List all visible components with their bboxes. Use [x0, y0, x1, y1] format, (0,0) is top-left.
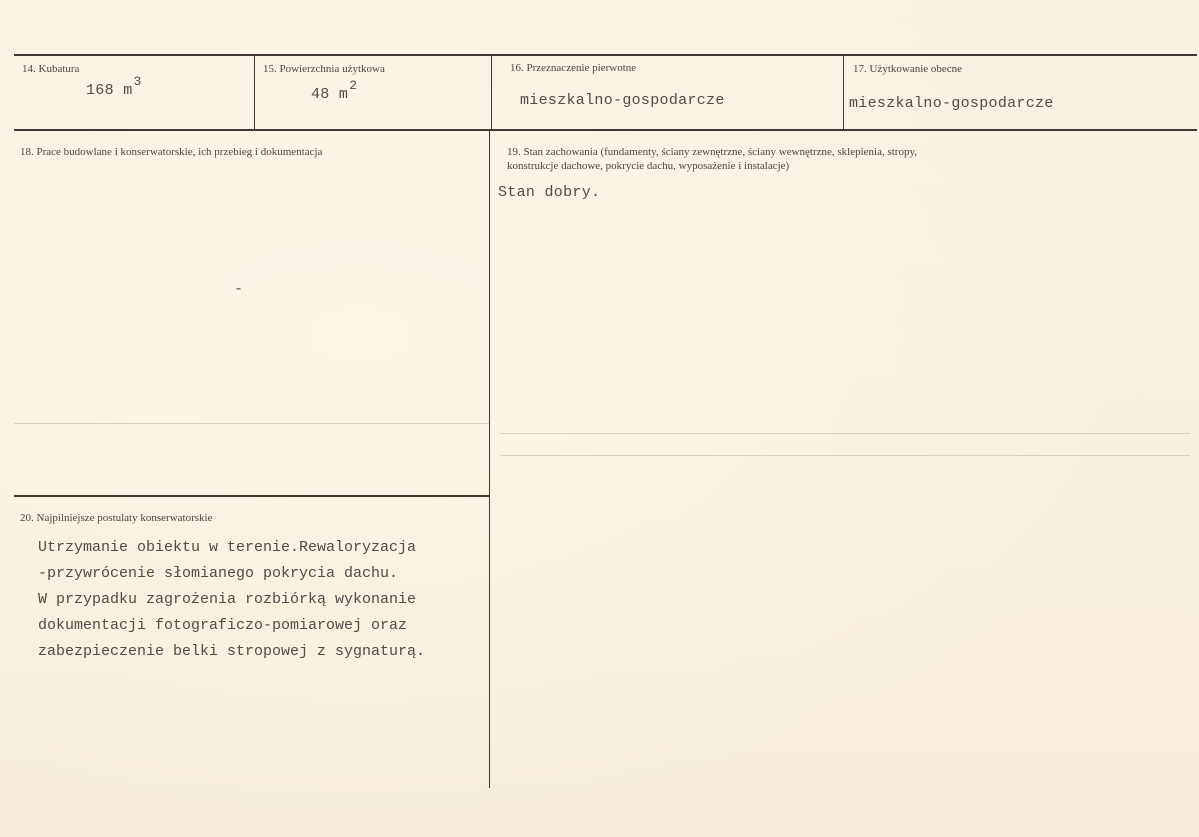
- postulaty-label: 20. Najpilniejsze postulaty konserwatorskie: [20, 512, 213, 524]
- powierzchnia-value-text: 48 m: [311, 86, 349, 103]
- stan-value: Stan dobry.: [498, 184, 601, 201]
- postulaty-line: dokumentacji fotograficzo-pomiarowej oraz: [38, 617, 408, 634]
- przeznaczenie-label: 16. Przeznaczenie pierwotne: [510, 62, 637, 74]
- divider-15-16: [491, 55, 492, 130]
- postulaty-line: zabezpieczenie belki stropowej z sygnaturą.: [38, 643, 426, 660]
- powierzchnia-label: 15. Powierzchnia użytkowa: [263, 63, 385, 75]
- uzytkowanie-label: 17. Użytkowanie obecne: [853, 63, 963, 75]
- fold-line: [14, 423, 489, 424]
- kubatura-value: [86, 74, 142, 99]
- postulaty-line: Utrzymanie obiektu w terenie.Rewaloryzacja: [38, 539, 417, 556]
- postulaty-text: [38, 535, 425, 665]
- stan-label-line1: 19. Stan zachowania (fundamenty, ściany zewnętrzne, ściany wewnętrzne, sklepienia, stropy,: [507, 146, 918, 158]
- divider-14-15: [254, 55, 255, 130]
- divider-18-19: [489, 130, 490, 788]
- postulaty-line: W przypadku zagrożenia rozbiórką wykonanie: [38, 591, 417, 608]
- powierzchnia-value: [311, 78, 358, 103]
- kubatura-label: 14. Kubatura: [22, 63, 80, 75]
- kubatura-exponent: 3: [133, 74, 142, 89]
- uzytkowanie-value: mieszkalno-gospodarcze: [849, 95, 1054, 112]
- divider-16-17: [843, 55, 844, 130]
- kubatura-value-text: 168 m: [86, 82, 133, 99]
- prace-value: -: [234, 281, 244, 298]
- top-border: [14, 54, 1197, 56]
- stan-label-line2: konstrukcje dachowe, pokrycie dachu, wyposażenie i instalacje): [507, 160, 790, 172]
- przeznaczenie-value: mieszkalno-gospodarcze: [520, 92, 725, 109]
- section-20-top-border: [14, 495, 490, 497]
- postulaty-line: -przywrócenie słomianego pokrycia dachu.: [38, 565, 399, 582]
- powierzchnia-exponent: 2: [349, 78, 358, 93]
- fold-line: [500, 433, 1190, 434]
- row1-bottom-border: [14, 129, 1197, 131]
- fold-line: [500, 455, 1190, 456]
- prace-label: 18. Prace budowlane i konserwatorskie, ich przebieg i dokumentacja: [20, 146, 323, 158]
